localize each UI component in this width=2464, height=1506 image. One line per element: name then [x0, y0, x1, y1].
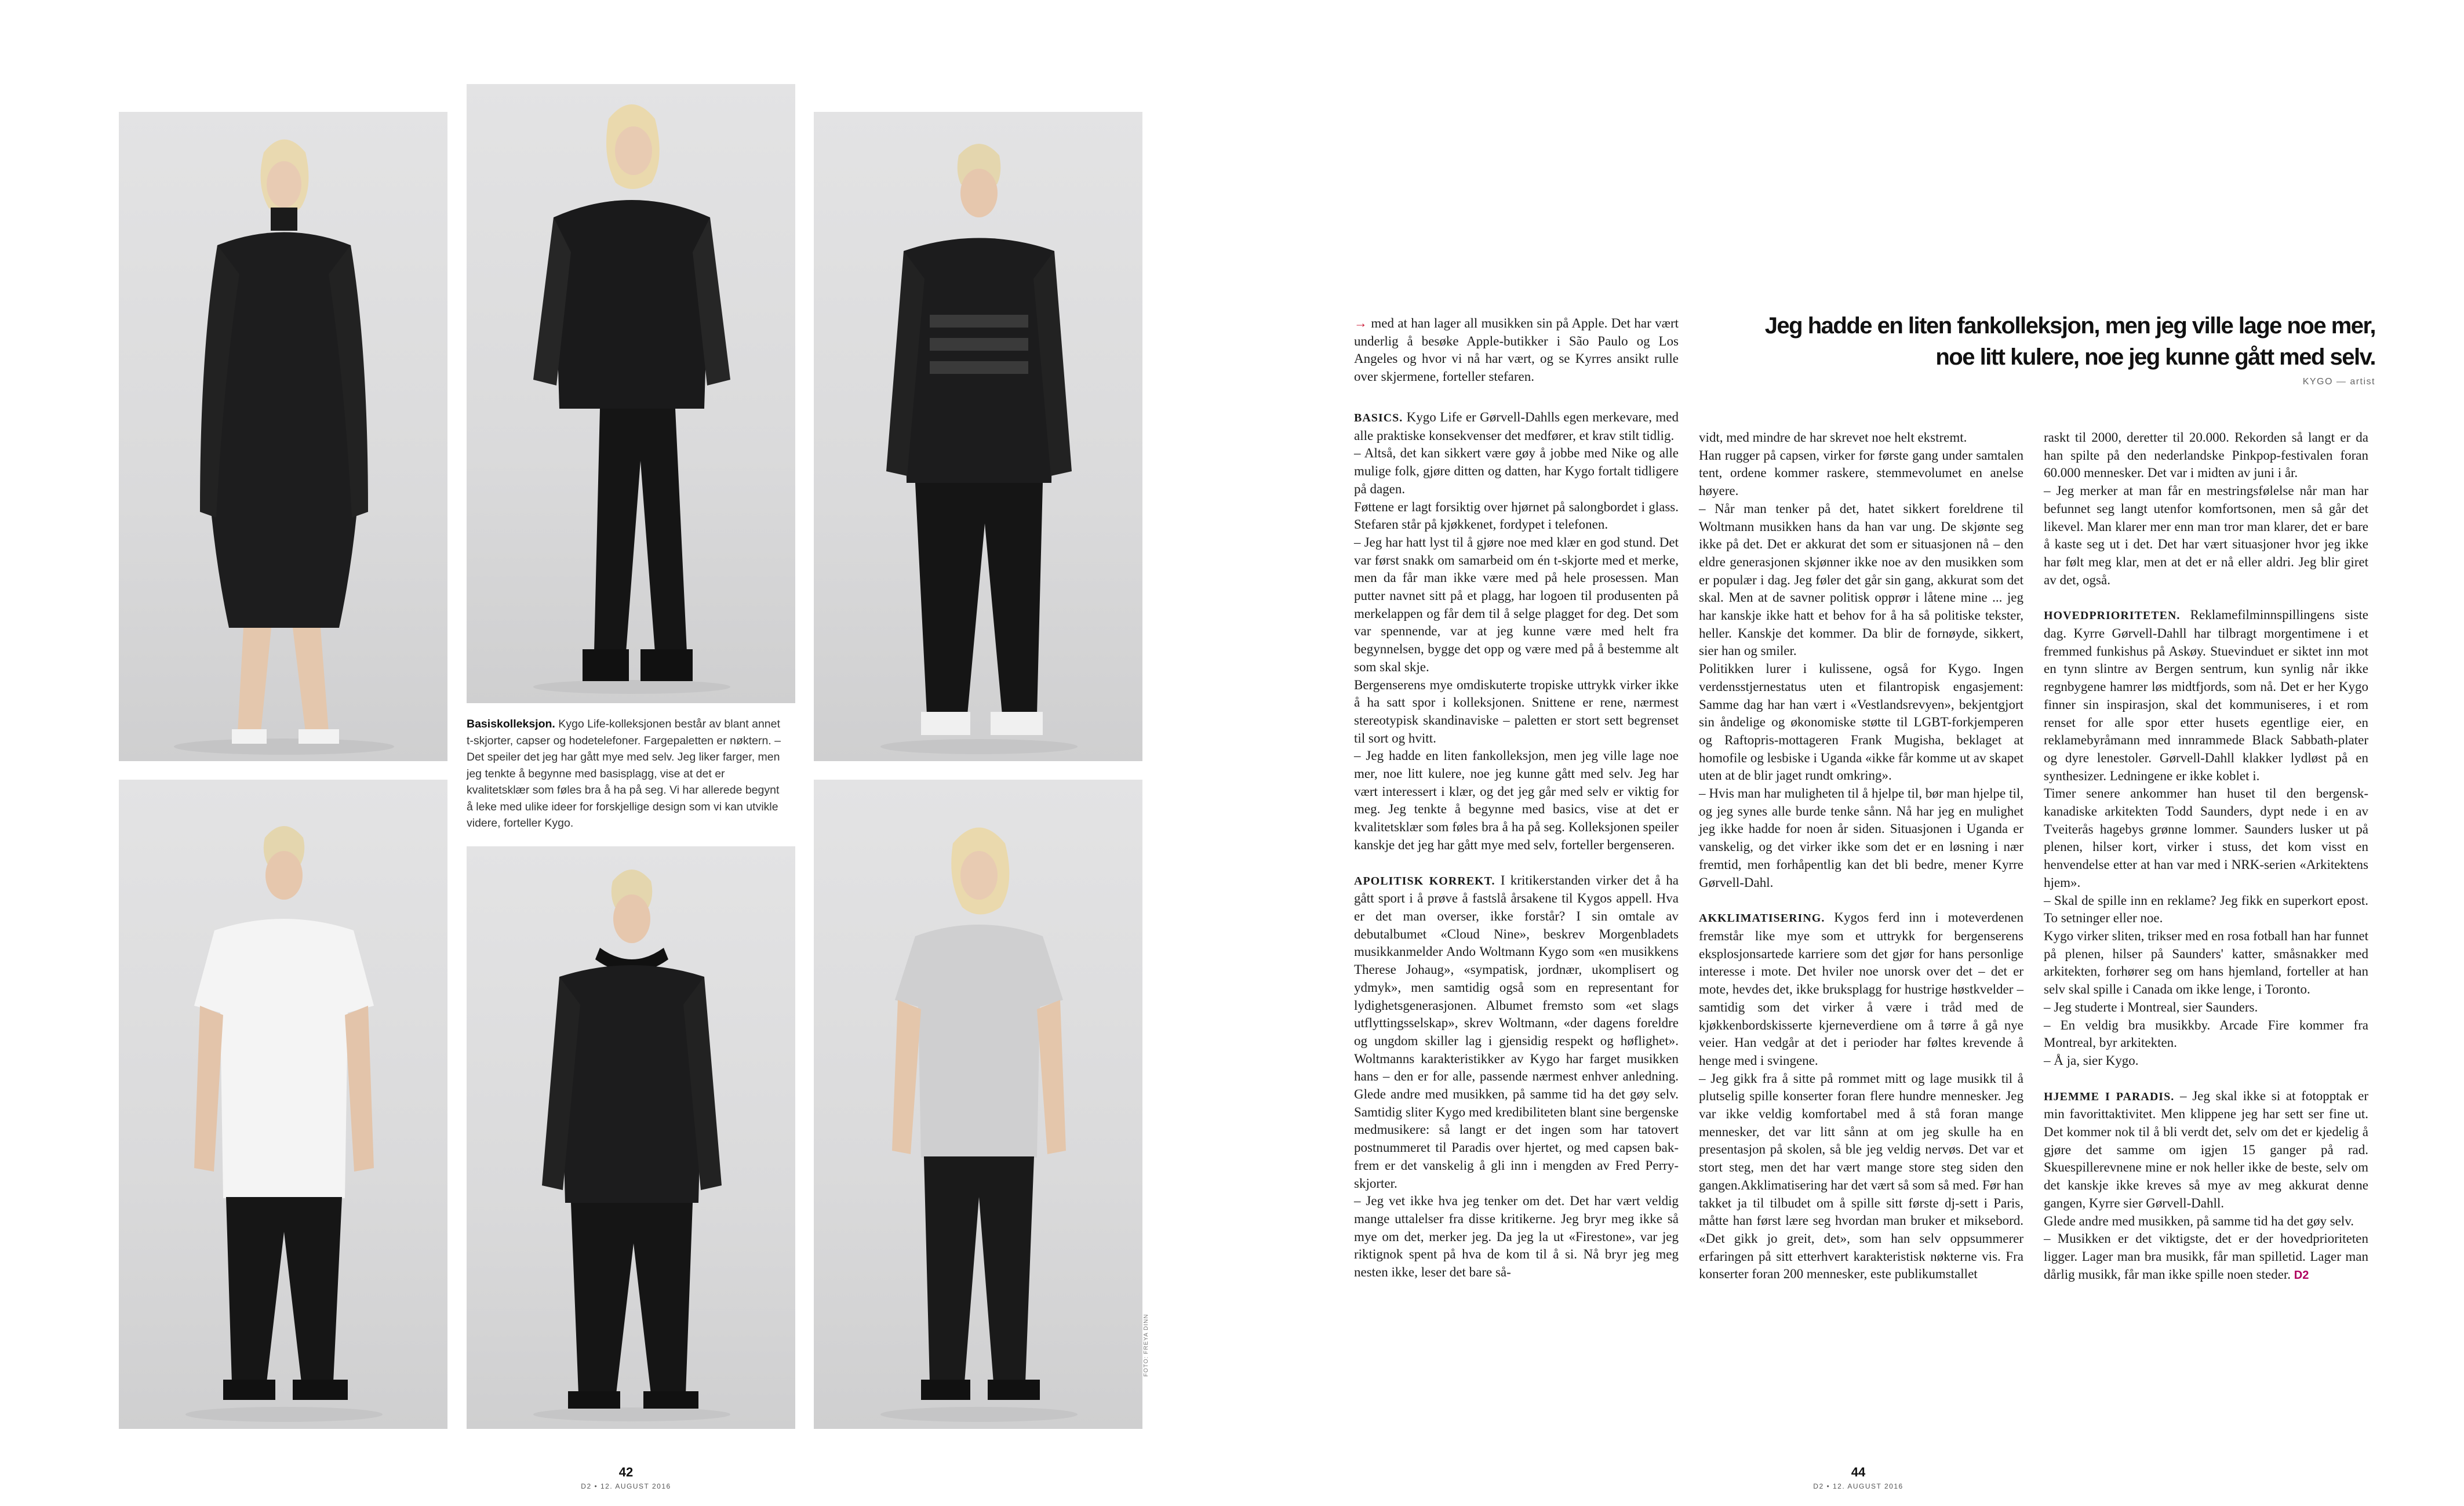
caption-text: Kygo Life-kolleksjonen består av blant annet t-skjorter, capser og hodetelefoner. Fargepaletten er nøktern. – Det speiler det jeg har gått mye med selv. Jeg liker farger, men jeg tenkte å begynne med basisplagg, vise at det er kvalitetsklær som føles bra å ha på seg. Vi har allerede begynt å leke med ulike ideer for forskjellige design som vi kan utvikle videre, forteller Kygo.	[467, 718, 781, 830]
model-figure-icon	[814, 112, 1142, 761]
article-paragraph	[2044, 429, 2368, 482]
section-lead: APOLITISK KORREKT.	[1354, 874, 1495, 887]
issue-date: D2 • 12. AUGUST 2016	[1813, 1482, 1903, 1490]
article-column-2	[1699, 429, 2023, 1283]
photo-man-white-tshirt	[119, 780, 447, 1429]
article-paragraph	[2044, 927, 2368, 999]
article-paragraph	[2044, 1230, 2368, 1284]
page-number: 44	[1851, 1465, 1866, 1479]
right-page	[1232, 0, 2464, 1506]
end-mark: D2	[2294, 1268, 2309, 1282]
photo-woman-shearling-jacket	[467, 84, 795, 703]
pull-quote-attribution: KYGO — artist	[2302, 377, 2375, 387]
paragraph-text: – Jeg har hatt lyst til å gjøre noe med klær en god stund. Det var først snakk om samarbeid om én t-skjorte med et merke, men da får man ikke være med på hele prosessen. Man putter navnet sitt på et plagg, har logoen til produsenten på merkelappen og får dem til å selge plagget for deg. Det som var spennende, var at jeg kunne være med helt fra begynnelsen, bygge det opp og være med på å bestemme alt som skal skje.	[1354, 534, 1679, 674]
section-gap	[1699, 892, 2023, 909]
paragraph-text: – En veldig bra musikkby. Arcade Fire kommer fra Montreal, byr arkitekten.	[2044, 1017, 2368, 1050]
article-column-1	[1354, 409, 1679, 1282]
article-paragraph	[1354, 676, 1679, 748]
paragraph-text: Kygo virker sliten, trikser med en rosa fotball han har funnet på plenen, hilser på Saunders' katter, småsnakker med arkitekten, forhører seg om hans hjemland, forteller at han selv skal spille i Canada om ikke lenge, i Toronto.	[2044, 928, 2368, 997]
paragraph-text: vidt, med mindre de har skrevet noe helt ekstremt.	[1699, 430, 1967, 445]
caption-title: Basiskolleksjon.	[467, 718, 555, 730]
paragraph-text: Kygo Life er Gørvell-Dahlls egen merkevare, med alle praktiske konsekvenser det medfører, et krav stilt tidlig.	[1354, 410, 1679, 443]
article-paragraph	[1699, 909, 2023, 1070]
article-paragraph	[2044, 606, 2368, 785]
paragraph-text: – Jeg hadde en liten fankolleksjon, men jeg ville lage noe mer, noe litt kulere, noe jeg kunne gått med selv. Jeg har vært interessert i klær, og det jeg går med selv er viktig for meg. Jeg tenkte å begynne med basics, vise at det er kvalitetsklær som føles bra å ha på seg. Kolleksjonen speiler kanskje det jeg har gått mye med selv, forteller bergenseren.	[1354, 748, 1679, 852]
paragraph-text: Han rugger på capsen, virker for første gang under samtalen tent, ordene kommer raskere, stemmevolumet en anelse høyere.	[1699, 448, 2023, 499]
intro-paragraph	[1354, 315, 1679, 386]
paragraph-text: I kritikerstanden virker det å ha gått sport i å prøve å fastslå årsakene til Kygos appell. Hva er det man overser, ikke forstår? I sin omtale av debutalbumet «Cloud Nine», beskrev Morgenbladets musikkanmelder Ando Woltmann Kygo som «en musikkens Therese Johaug», «sympatisk, jordnær, ukomplisert og ydmyk», men samtidig også som en representant for lydighetsgenerasjonen. Albumet fremsto som «et slags utflyttingsselskap», skrev Woltmann, «der dagens foreldre og ungdom skiller lag i gjensidig respekt og høflighet». Woltmanns karakteristikker av Kygo har farget musikken hans – den er for alle, passende nærmest enhver anledning. Glede andre med musikken, på samme tid ha det gøy selv. Samtidig sliter Kygo med kredibiliteten blant sine bergenske medmusikere: så langt er det ingen som har tatovert postnummeret til Paradis over hjertet, og med capsen bak-frem er det vanskelig å gli inn i mengden av Fred Perry-skjorter.	[1354, 872, 1679, 1191]
paragraph-text: Glede andre med musikken, på samme tid ha det gøy selv.	[2044, 1213, 2354, 1228]
article-column-3	[2044, 429, 2368, 1284]
section-lead: HJEMME I PARADIS.	[2044, 1090, 2175, 1103]
article-paragraph	[2044, 482, 2368, 589]
article-paragraph	[1354, 499, 1679, 534]
article-paragraph	[2044, 1087, 2368, 1213]
photo-caption	[467, 716, 788, 832]
photo-man-black-sweatshirt	[814, 112, 1142, 761]
continuation-arrow-icon: →	[1354, 316, 1371, 330]
section-gap	[1354, 854, 1679, 872]
article-paragraph	[1699, 785, 2023, 892]
article-paragraph	[1354, 872, 1679, 1193]
article-paragraph	[1354, 409, 1679, 445]
paragraph-text: – Når man tenker på det, hatet sikkert foreldrene til Woltmann musikken hans da han var ung. De skjønte seg ikke på det. Det er akkurat det som er situasjonen nå – den eldre generasjonen skjønner ikke noe av den musikken som er populær i dag. Jeg føler det går sin gang, akkurat som det skal. Men at de savner politisk opprør i låtene mine ... jeg har kanskje ikke hatt et behov for å ha så politiske tekster, heller. Kanskje det kommer. Da blir de fornøyde, sikkert, sier han og smiler.	[1699, 501, 2023, 659]
article-paragraph	[1354, 1192, 1679, 1282]
section-lead: BASICS.	[1354, 412, 1403, 424]
model-figure-icon	[467, 84, 795, 703]
pull-quote-line-2: noe litt kulere, noe jeg kunne gått med selv.	[1935, 344, 2375, 370]
paragraph-text: Føttene er lagt forsiktig over hjørnet på salongbordet i glass. Stefaren står på kjøkkenet, fordypet i telefonen.	[1354, 499, 1679, 532]
section-lead: AKKLIMATISERING.	[1699, 912, 1825, 925]
photo-man-headphones	[467, 846, 795, 1429]
folio-left	[568, 1465, 684, 1490]
model-figure-icon	[119, 780, 447, 1429]
page-number: 42	[618, 1465, 634, 1479]
pull-quote-line-1: Jeg hadde en liten fankolleksjon, men jeg ville lage noe mer,	[1764, 313, 2375, 339]
section-lead: HOVEDPRIORITETEN.	[2044, 609, 2181, 623]
paragraph-text: Kygos ferd inn i moteverdenen fremstår like mye som et uttrykk for bergenserens eksplosjonsartede karriere som det gjør for hans personlige interesse i mote. Det hviler noe unorsk over det – det er mote, hevdes det, ikke bruksplagg for hustrige høstkvelder – samtidig som det virker å være i tråd med de kjøkkenbordskisserte kjerneverdiene om å tørre å gå nye veier. Han vedgår at det i perioder har føltes krevende å henge med i svingene.	[1699, 910, 2023, 1068]
article-paragraph	[2044, 892, 2368, 927]
paragraph-text: – Hvis man har muligheten til å hjelpe til, bør man hjelpe til, og jeg synes alle burde tenke sånn. Nå har jeg en mulighet jeg ikke hadde for noen år siden. Situasjonen i Uganda er vanskelig, og det virker ikke som det er en løsning i nær fremtid, men forhåpentlig kan det bli bedre, mener Kyrre Gørvell-Dahl.	[1699, 786, 2023, 890]
article-paragraph	[1354, 747, 1679, 854]
model-figure-icon	[467, 846, 795, 1429]
article-paragraph	[1354, 534, 1679, 676]
article-paragraph	[2044, 999, 2368, 1017]
section-gap	[2044, 589, 2368, 606]
paragraph-text: – Jeg merker at man får en mestringsfølelse når man har befunnet seg langt utenfor komfortsonen, men så går det likevel. Man klarer mer enn man tror man klarer, det er bare å kaste seg ut i det. Det har vært situasjoner hvor jeg ikke har følt meg klar, men at det er nå eller aldri. Jeg blir giret av det, også.	[2044, 483, 2368, 587]
article-paragraph	[2044, 1017, 2368, 1052]
paragraph-text: – Jeg vet ikke hva jeg tenker om det. Det har vært veldig mange uttalelser fra disse kritikerne. Jeg bryr meg ikke så mye om det, merker jeg. Da jeg la ut «Firestone», var jeg riktignok spent på hva de kom til å si. Nå bryr jeg meg nesten ikke, leser det bare så-	[1354, 1194, 1679, 1280]
section-gap	[2044, 1070, 2368, 1087]
article-paragraph	[2044, 1213, 2368, 1231]
paragraph-text: Bergenserens mye omdiskuterte tropiske uttrykk virker ikke å ha satt spor i kolleksjonen. Snittene er rene, nærmest stereotypisk skandinaviske – paletten er stort sett begrenset til sort og hvitt.	[1354, 677, 1679, 745]
article-paragraph	[1354, 445, 1679, 498]
paragraph-text: – Skal de spille inn en reklame? Jeg fikk en superkort epost. To setninger eller noe.	[2044, 893, 2368, 926]
article-paragraph	[1699, 447, 2023, 500]
paragraph-text: – Jeg gikk fra å sitte på rommet mitt og lage musikk til å plutselig spille konserter foran flere hundre mennesker. Jeg var ikke veldig komfortabel med å stå foran mange mennesker, det var litt sånn at om jeg skulle ha en presentasjon på skolen, så ble jeg veldig nervøs. Det var et stort steg, men det har vært mange store steg siden den gangen.Akklimatisering har det vært så som så med. Før han takket ja til tilbudet om å spille sitt første dj-sett i Paris, måtte han først lære seg hvordan man bruker et miksebord. «Det gikk jo greit, det», som han selv oppsummerer erfaringen på sitt etterhvert karakteristisk nøkterne vis. Fra konserter foran 200 mennesker, este publikumstallet	[1699, 1071, 2023, 1282]
model-figure-icon	[119, 112, 447, 761]
paragraph-text: – Altså, det kan sikkert være gøy å jobbe med Nike og alle mulige folk, gjøre ditten og datten, har Kygo fortalt tidligere på dagen.	[1354, 446, 1679, 496]
folio-right	[1800, 1465, 1916, 1490]
paragraph-text: – Musikken er det viktigste, det er der hovedprioriteten ligger. Lager man bra musikk, får man spilletid. Lager man dårlig musikk, får man ikke spille noen steder.	[2044, 1231, 2368, 1282]
paragraph-text: – Jeg studerte i Montreal, sier Saunders.	[2044, 999, 2258, 1014]
article-paragraph	[2044, 1052, 2368, 1070]
intro-text: med at han lager all musikken sin på Apple. Det har vært underlig å besøke Apple-butikker i São Paulo og Los Angeles og hvor vi nå har vært, og se Kyrres ansikt rulle over skjermene, forteller stefaren.	[1354, 316, 1679, 384]
paragraph-text: raskt til 2000, deretter til 20.000. Rekorden så langt er da han spilte på den nederlandske Pinkpop-festivalen foran 60.000 mennesker. Det var i midten av juni i år.	[2044, 430, 2368, 481]
paragraph-text: – Å ja, sier Kygo.	[2044, 1053, 2139, 1068]
paragraph-text: Timer senere ankommer han huset til den bergensk-kanadiske arkitekten Todd Saunders, dypt nede i en av Tveiterås hagebys grønne lommer. Saunders lusker ut på plenen, hilser kort, virker i stuss, det kom visst en henvendelse etter at han var med i NRK-serien «Arkitektens hjem».	[2044, 786, 2368, 890]
article-paragraph	[1699, 500, 2023, 660]
article-paragraph	[1699, 1070, 2023, 1283]
model-figure-icon	[814, 780, 1142, 1429]
article-paragraph	[1699, 429, 2023, 447]
photo-woman-grey-tshirt	[814, 780, 1142, 1429]
paragraph-text: Politikken lurer i kulissene, også for Kygo. Ingen verdensstjernestatus uten et filantropisk engasjement: Samme dag har han vært i «Vestlandsrevyen», bekjentgjort sin åndelige og økonomiske støtte til LGBT-forkjemperen og Raftopris-mottageren Frank Mugisha, beklaget at homofile og lesbiske i Uganda «ikke får komme ut av skapet uten at de blir jaget rundt omkring».	[1699, 661, 2023, 783]
photo-credit: FOTO: FREYA DINN	[1143, 1314, 1149, 1377]
pull-quote	[1717, 310, 2375, 373]
issue-date: D2 • 12. AUGUST 2016	[581, 1482, 671, 1490]
paragraph-text: Reklamefilminnspillingens siste dag. Kyrre Gørvell-Dahll har tilbragt morgentimene i et fremmed funkishus på Askøy. Stuevinduet er siktet inn mot en tynn slintre av Bergen sentrum, kun synlig når ikke regnbygene hamrer løs midtfjords, som nå. Det er her Kygo finner sin inspirasjon, skal det kommuniseres, i et rom renset for alle spor etter husets egentlige eier, en reklamebyråmann med innrammede Black Sabbath-plater og dyre lenestoler. Gørvell-Dahll klakker lydløst på en synthesizer. Ledningene er ikke koblet i.	[2044, 608, 2368, 783]
photo-woman-black-dress	[119, 112, 447, 761]
article-paragraph	[2044, 785, 2368, 892]
article-paragraph	[1699, 660, 2023, 785]
paragraph-text: – Jeg skal ikke si at fotopptak er min favorittaktivitet. Men klippene jeg har sett ser fine ut. Det kommer nok til å bli verdt det, selv om det er kjedelig å gjøre det samme om igjen 15 ganger på rad. Skuespillerevnene mine er nok heller ikke de beste, selv om det kanskje ikke kreves så mye av meg akkurat denne gangen, Kyrre sier Gørvell-Dahll.	[2044, 1088, 2369, 1210]
